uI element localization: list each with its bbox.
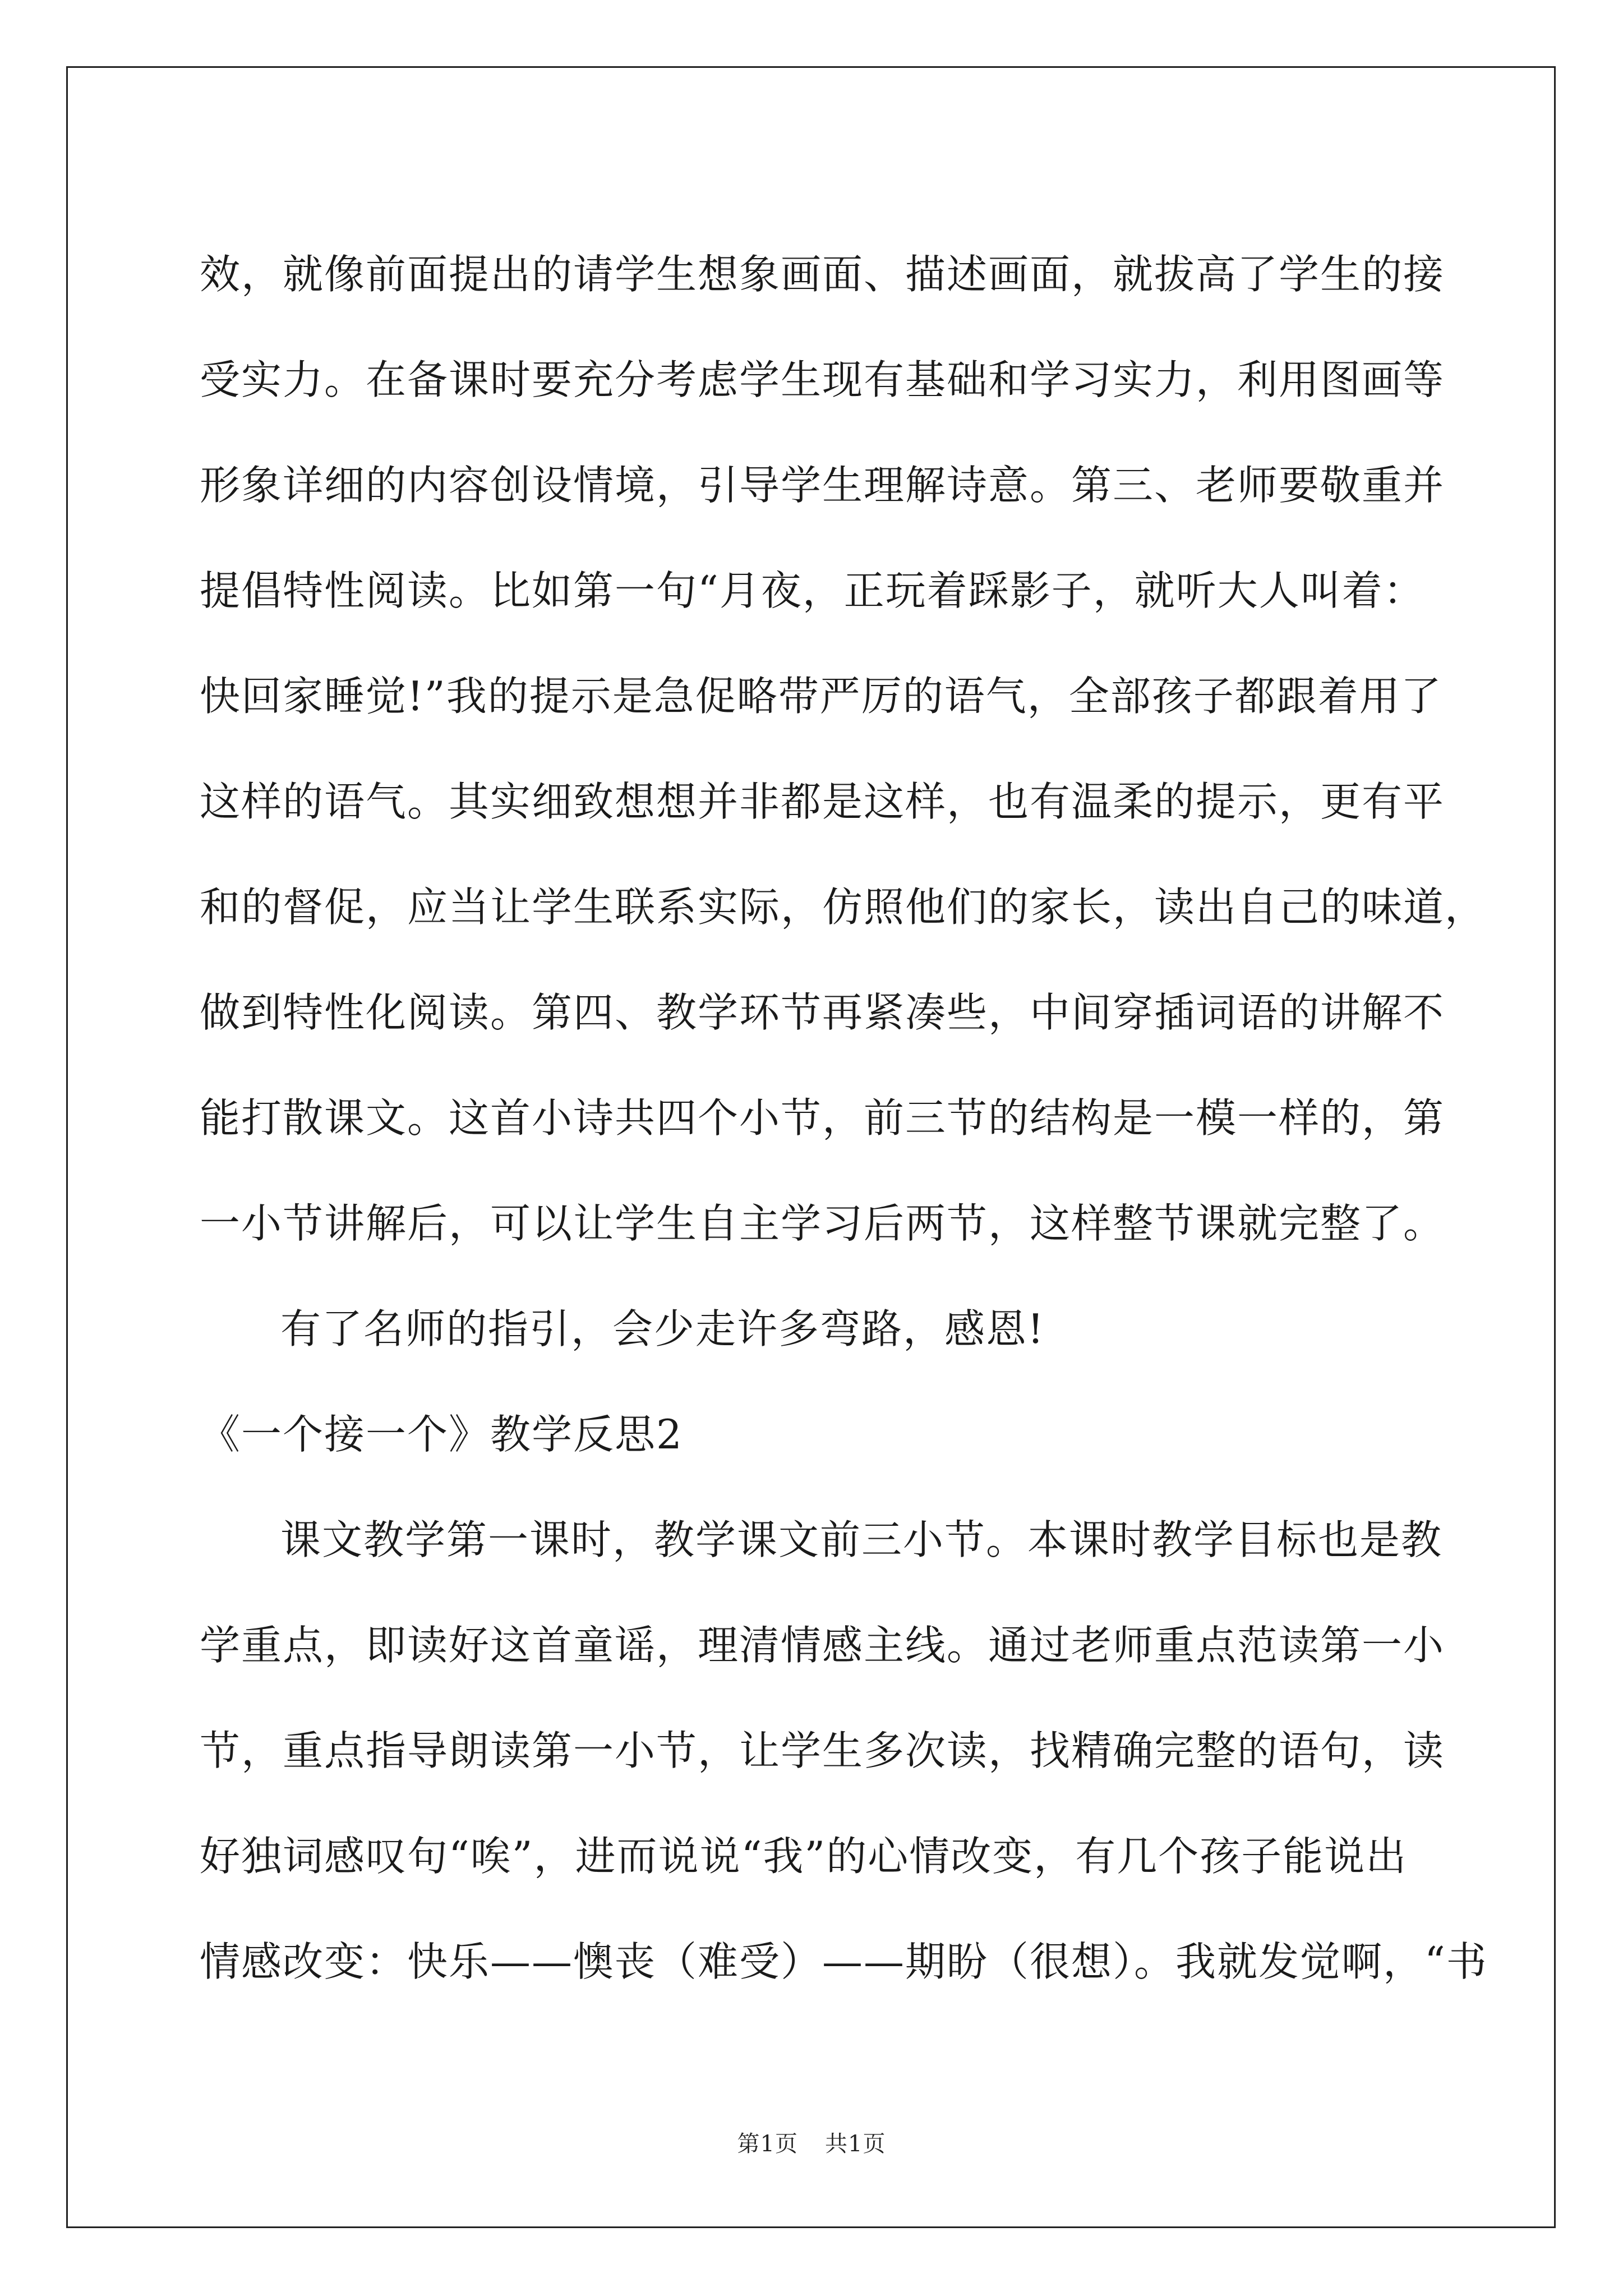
text-line-4: 提倡特性阅读。比如第一句“月夜，正玩着踩影子，就听大人叫着：	[200, 567, 1425, 614]
text-line-2: 受实力。在备课时要充分考虑学生现有基础和学习实力，利用图画等	[200, 356, 1445, 403]
text-line-16: 好独词感叹句“唉”，进而说说“我”的心情改变，有几个孩子能说出	[200, 1833, 1408, 1880]
text-line-13: 课文教学第一课时，教学课文前三小节。本课时教学目标也是教	[280, 1516, 1443, 1563]
text-line-5: 快回家睡觉!”我的提示是急促略带严厉的语气，全部孩子都跟着用了	[200, 673, 1442, 720]
text-line-1: 效，就像前面提出的请学生想象画面、描述画面，就拔高了学生的接	[200, 251, 1445, 298]
text-line-10: 一小节讲解后，可以让学生自主学习后两节，这样整节课就完整了。	[200, 1200, 1445, 1247]
text-line-15: 节，重点指导朗读第一小节，让学生多次读，找精确完整的语句，读	[200, 1727, 1445, 1774]
document-body	[200, 222, 1488, 2014]
text-line-6: 这样的语气。其实细致想想并非都是这样，也有温柔的提示，更有平	[200, 778, 1445, 825]
section-heading: 《一个接一个》教学反思2	[200, 1411, 683, 1458]
page-total: 共1页	[825, 2131, 886, 2157]
text-line-3: 形象详细的内容创设情境，引导学生理解诗意。第三、老师要敬重并	[200, 462, 1445, 509]
text-line-9: 能打散课文。这首小诗共四个小节，前三节的结构是一模一样的，第	[200, 1094, 1445, 1142]
text-line-14: 学重点，即读好这首童谣，理清情感主线。通过老师重点范读第一小	[200, 1622, 1445, 1669]
page-number: 第1页	[737, 2131, 798, 2157]
paragraph-closing: 有了名师的指引，会少走许多弯路，感恩!	[280, 1305, 1045, 1352]
text-line-8: 做到特性化阅读。第四、教学环节再紧凑些，中间穿插词语的讲解不	[200, 989, 1445, 1036]
page-footer	[0, 2126, 1623, 2158]
text-line-7: 和的督促，应当让学生联系实际，仿照他们的家长，读出自己的味道，	[200, 884, 1487, 931]
text-line-17: 情感改变：快乐——懊丧（难受）——期盼（很想）。我就发觉啊，“书	[200, 1938, 1488, 1985]
